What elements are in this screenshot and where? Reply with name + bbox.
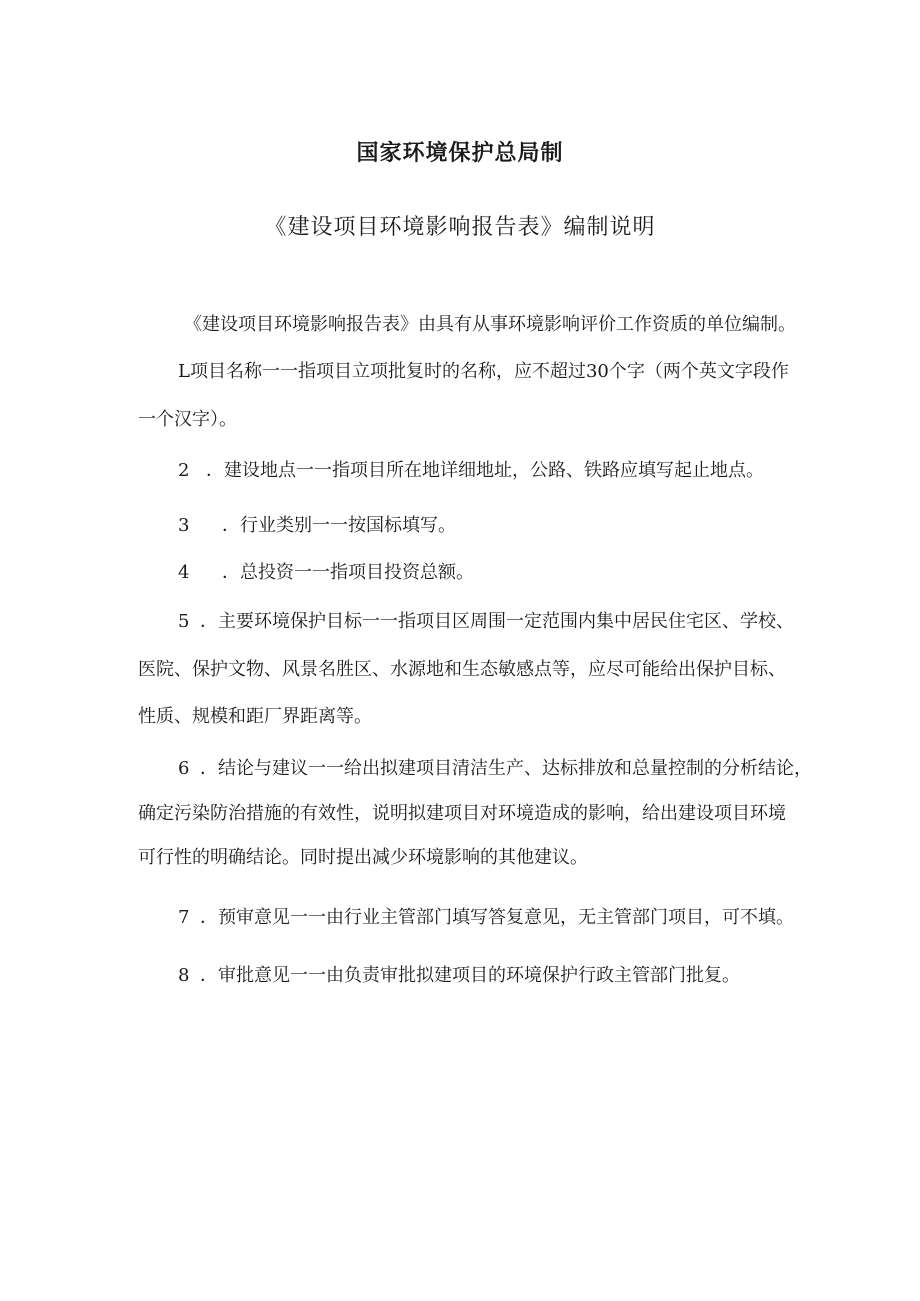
item-7 — [178, 906, 794, 930]
item-8-text: ．审批意见一一由负责审批拟建项目的环境保护行政主管部门批复。 — [200, 965, 740, 986]
item-5-line-3: 性质、规模和距厂界距离等。 — [138, 706, 372, 727]
item-5-line-2: 医院、保护文物、风景名胜区、水源地和生态敏感点等，应尽可能给出保护目标、 — [138, 659, 786, 680]
item-6-number: 6 — [178, 758, 190, 779]
item-6-text: ．结论与建议一一给出拟建项目清洁生产、达标排放和总量控制的分析结论， — [200, 758, 812, 779]
item-2-text: ．建设地点一一指项目所在地详细地址，公路、铁路应填写起止地点。 — [206, 460, 764, 481]
item-3-text: ．行业类别一一按国标填写。 — [222, 515, 456, 536]
item-4-number: 4 — [178, 562, 190, 583]
item-7-text: ．预审意见一一由行业主管部门填写答复意见，无主管部门项目，可不填。 — [200, 907, 794, 928]
item-3 — [178, 514, 456, 538]
item-8-number: 8 — [178, 965, 190, 986]
item-8 — [178, 964, 740, 988]
issuing-organization-title: 国家环境保护总局制 — [356, 141, 564, 166]
item-5-number: 5 — [178, 611, 190, 632]
intro-paragraph: 《建设项目环境影响报告表》由具有从事环境影响评价工作资质的单位编制。 — [184, 314, 796, 335]
item-4 — [178, 561, 474, 585]
item-6-line-1 — [178, 757, 812, 781]
item-6-line-2: 确定污染防治措施的有效性，说明拟建项目对环境造成的影响，给出建设项目环境 — [138, 803, 786, 824]
item-1-line-2: 一个汉字）。 — [138, 409, 237, 430]
item-2 — [178, 459, 764, 483]
item-1-line-1: L项目名称一一指项目立项批复时的名称，应不超过30个字（两个英文字段作 — [178, 361, 789, 382]
item-5-text: ．主要环境保护目标一一指项目区周围一定范围内集中居民住宅区、学校、 — [200, 611, 794, 632]
document-title: 《建设项目环境影响报告表》编制说明 — [264, 215, 656, 240]
item-6-line-3: 可行性的明确结论。同时提出减少环境影响的其他建议。 — [138, 847, 588, 868]
item-5-line-1 — [178, 610, 794, 634]
item-4-text: ．总投资一一指项目投资总额。 — [222, 562, 474, 583]
item-3-number: 3 — [178, 515, 190, 536]
item-2-number: 2 — [178, 460, 190, 481]
item-7-number: 7 — [178, 907, 190, 928]
